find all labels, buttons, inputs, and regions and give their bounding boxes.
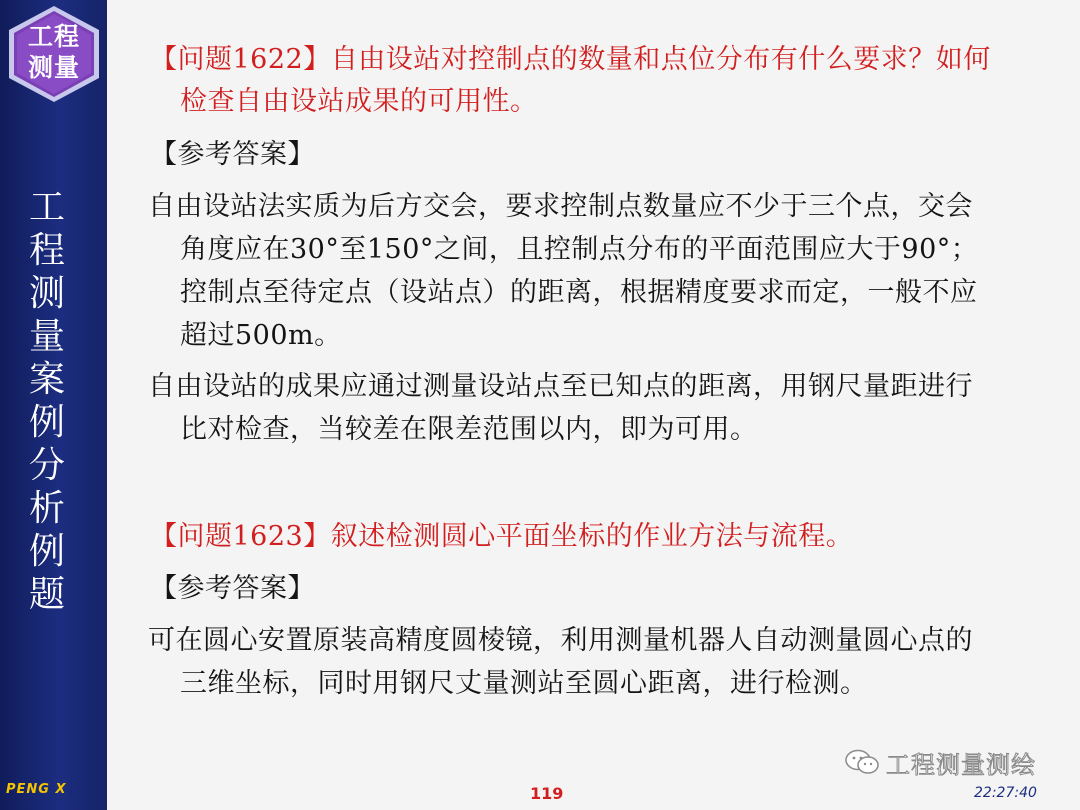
- answer-line: 控制点至待定点（设站点）的距离，根据精度要求而定，一般不应: [180, 277, 978, 308]
- answer-label-1623: 【参考答案】: [150, 573, 315, 604]
- answer-line: 比对检查，当较差在限差范围以内，即为可用。: [180, 414, 758, 445]
- question-1622-heading: 【问题1622】自由设站对控制点的数量和点位分布有什么要求？如何: [150, 44, 991, 75]
- answer-line: 超过500m。: [180, 320, 342, 351]
- badge-line-1: 工程: [27, 22, 80, 51]
- answer-line: 角度应在30°至150°之间，且控制点分布的平面范围应大于90°；: [180, 234, 979, 265]
- timestamp: 22:27:40: [974, 785, 1037, 801]
- sidebar: [0, 0, 107, 810]
- badge-line-2: 测量: [27, 53, 80, 82]
- question-1622-heading-cont: 检查自由设站成果的可用性。: [180, 86, 538, 117]
- question-1623-heading: 【问题1623】叙述检测圆心平面坐标的作业方法与流程。: [150, 521, 854, 552]
- badge-text: [6, 21, 102, 83]
- page-number: 119: [530, 784, 564, 803]
- sidebar-title: 工程测量案例分析例题: [28, 187, 65, 615]
- answer-line: 可在圆心安置原装高精度圆棱镜，利用测量机器人自动测量圆心点的: [148, 625, 973, 656]
- wechat-icon: [844, 748, 880, 776]
- watermark-text: 工程测量测绘: [886, 750, 1036, 779]
- hexagon-badge: [6, 4, 102, 104]
- answer-label-1622: 【参考答案】: [150, 139, 315, 170]
- watermark: [844, 747, 1036, 777]
- answer-line: 自由设站的成果应通过测量设站点至已知点的距离，用钢尺量距进行: [148, 371, 973, 402]
- author-label: PENG X: [6, 782, 67, 797]
- answer-line: 三维坐标，同时用钢尺丈量测站至圆心距离，进行检测。: [180, 668, 868, 699]
- answer-line: 自由设站法实质为后方交会，要求控制点数量应不少于三个点，交会: [148, 191, 973, 222]
